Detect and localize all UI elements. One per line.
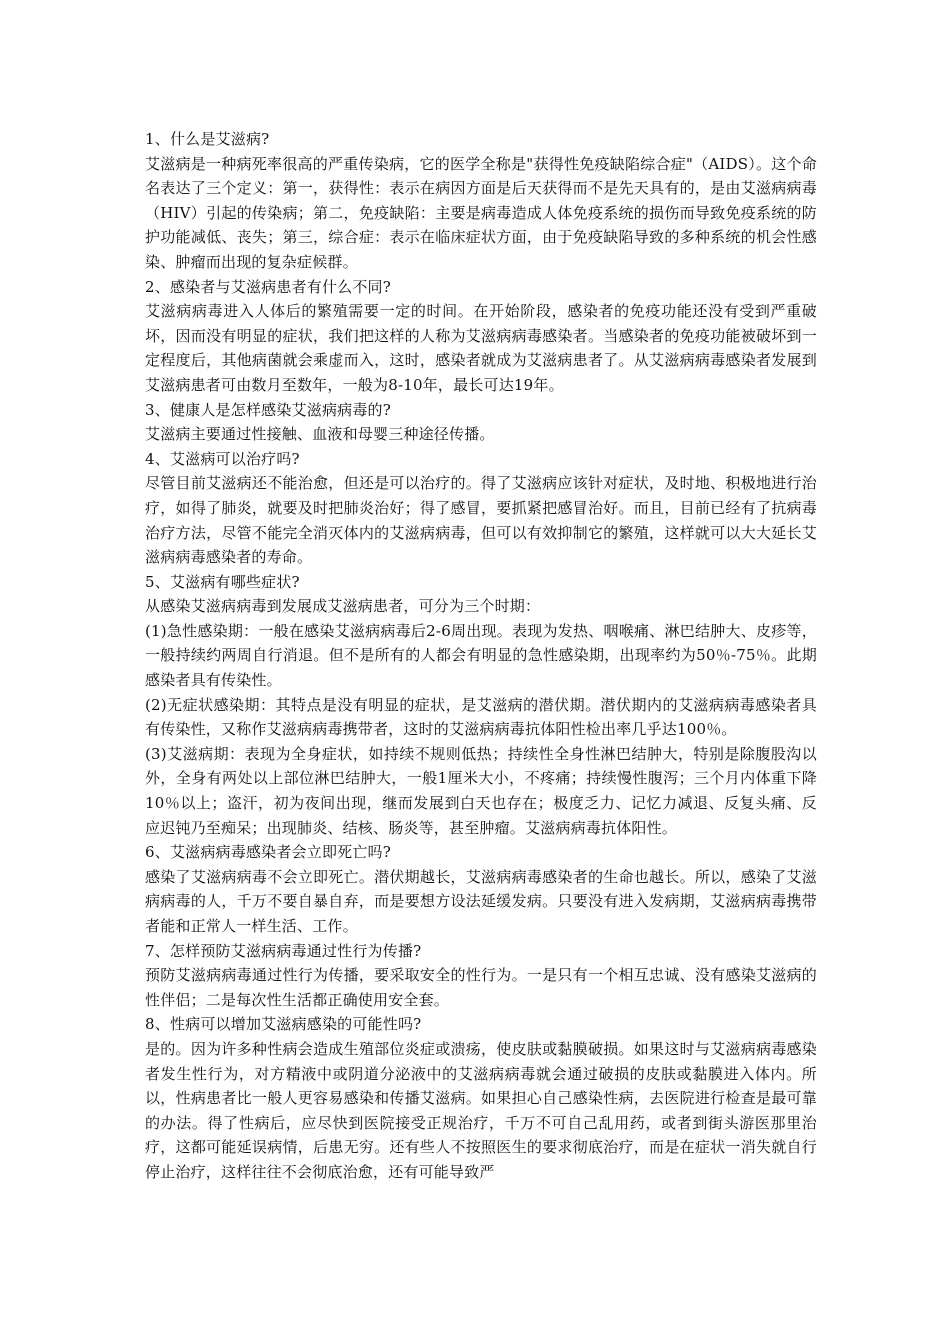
answer-paragraph: 从感染艾滋病病毒到发展成艾滋病患者，可分为三个时期： bbox=[145, 597, 541, 616]
answer-paragraph: 艾滋病病毒进入人体后的繁殖需要一定的时间。在开始阶段，感染者的免疫功能还没有受到严重破坏，因而没有明显的症状，我们把这样的人称为艾滋病病毒感染者。当感染者的免疫功能被破坏到一定程度后，其他病菌就会乘虚而入，这时，感染者就成为艾滋病患者了。从艾滋病病毒感染者发展到艾滋病患者可由数月至数年，一般为8-10年，最长可达19年。 bbox=[145, 302, 817, 394]
answer-paragraph: 预防艾滋病病毒通过性行为传播，要采取安全的性行为。一是只有一个相互忠诚、没有感染艾滋病的性伴侣；二是每次性生活都正确使用安全套。 bbox=[145, 966, 817, 1009]
document-page bbox=[145, 127, 817, 1185]
question-heading: 4、艾滋病可以治疗吗? bbox=[145, 449, 300, 468]
stage-acute-paragraph: (1)急性感染期：一般在感染艾滋病病毒后2-6周出现。表现为发热、咽喉痛、淋巴结肿大、皮疹等，一般持续约两周自行消退。但不是所有的人都会有明显的急性感染期，出现率约为50％-75％。此期感染者具有传染性。 bbox=[145, 621, 817, 690]
question-heading: 6、艾滋病病毒感染者会立即死亡吗? bbox=[145, 843, 391, 862]
question-heading: 7、怎样预防艾滋病病毒通过性行为传播? bbox=[145, 941, 422, 960]
stage-asymptomatic-paragraph: (2)无症状感染期：其特点是没有明显的症状，是艾滋病的潜伏期。潜伏期内的艾滋病病毒感染者具有传染性，又称作艾滋病病毒携带者，这时的艾滋病病毒抗体阳性检出率几乎达100％。 bbox=[145, 695, 817, 739]
answer-paragraph: 感染了艾滋病病毒不会立即死亡。潜伏期越长，艾滋病病毒感染者的生命也越长。所以，感染了艾滋病病毒的人，千万不要自暴自弃，而是要想方设法延缓发病。只要没有进入发病期，艾滋病病毒携带者能和正常人一样生活、工作。 bbox=[145, 867, 817, 935]
question-heading: 3、健康人是怎样感染艾滋病病毒的? bbox=[145, 400, 391, 419]
question-heading: 5、艾滋病有哪些症状? bbox=[145, 572, 300, 591]
answer-paragraph: 艾滋病是一种病死率很高的严重传染病，它的医学全称是"获得性免疫缺陷综合症"（AIDS）。这个命名表达了三个定义：第一，获得性：表示在病因方面是后天获得而不是先天具有的，是由艾滋病病毒（HIV）引起的传染病；第二，免疫缺陷：主要是病毒造成人体免疫系统的损伤而导致免疫系统的防护功能减低、丧失；第三，综合症：表示在临床症状方面，由于免疫缺陷导致的多种系统的机会性感染、肿瘤而出现的复杂症候群。 bbox=[145, 154, 817, 271]
question-heading: 8、性病可以增加艾滋病感染的可能性吗? bbox=[145, 1015, 422, 1034]
answer-paragraph: 尽管目前艾滋病还不能治愈，但还是可以治疗的。得了艾滋病应该针对症状，及时地、积极地进行治疗，如得了肺炎，就要及时把肺炎治好；得了感冒，要抓紧把感冒治好。而且，目前已经有了抗病毒治疗方法，尽管不能完全消灭体内的艾滋病病毒，但可以有效抑制它的繁殖，这样就可以大大延长艾滋病病毒感染者的寿命。 bbox=[145, 474, 817, 567]
answer-paragraph: 是的。因为许多种性病会造成生殖部位炎症或溃疡，使皮肤或黏膜破损。如果这时与艾滋病病毒感染者发生性行为，对方精液中或阴道分泌液中的艾滋病病毒就会通过破损的皮肤或黏膜进入体内。所以，性病患者比一般人更容易感染和传播艾滋病。如果担心自己感染性病，去医院进行检查是最可靠的办法。得了性病后，应尽快到医院接受正规治疗，千万不可自己乱用药，或者到街头游医那里治疗，这都可能延误病情，后患无穷。还有些人不按照医生的要求彻底治疗，而是在症状一消失就自行停止治疗，这样往往不会彻底治愈，还有可能导致严 bbox=[145, 1039, 817, 1181]
answer-paragraph: 艾滋病主要通过性接触、血液和母婴三种途径传播。 bbox=[145, 425, 495, 444]
stage-aids-paragraph: (3)艾滋病期：表现为全身症状，如持续不规则低热；持续性全身性淋巴结肿大，特别是除腹股沟以外，全身有两处以上部位淋巴结肿大，一般1厘米大小，不疼痛；持续慢性腹泻；三个月内体重下降10％以上；盗汗，初为夜间出现，继而发展到白天也存在；极度乏力、记忆力减退、反复头痛、反应迟钝乃至痴呆；出现肺炎、结核、肠炎等，甚至肿瘤。艾滋病病毒抗体阳性。 bbox=[145, 744, 817, 837]
question-heading: 1、什么是艾滋病? bbox=[145, 130, 270, 148]
question-heading: 2、感染者与艾滋病患者有什么不同? bbox=[145, 277, 391, 296]
